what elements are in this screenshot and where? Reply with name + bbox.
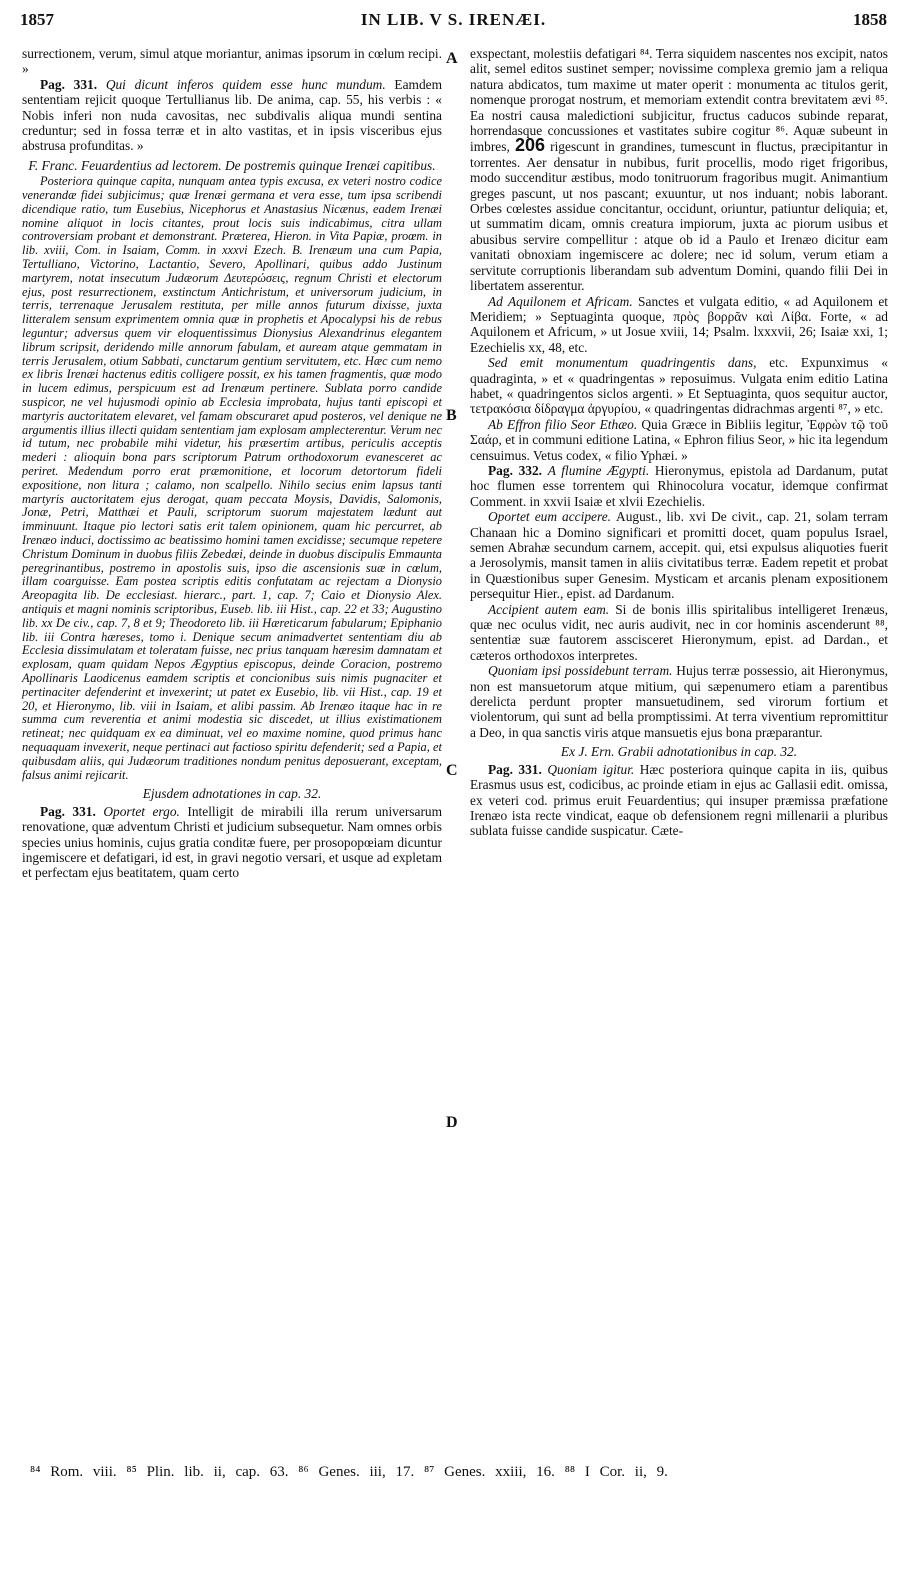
lemma: Quoniam ipsi possidebunt terram. [488,663,677,679]
lemma: Oportet ergo. [103,803,188,819]
paragraph-text: Hujus terræ possessio, ait Hieronymus, non est mansuetorum atque mitium, qui sæpenumero etiam a parentibus derelicta perdunt propter mansuetudinem, sed virorum fortium et violentorum, qui sunt ad bella promptissimi. At terra viventium repromittitur a Deo, in qua sanctis viris atque mansuetis ejus bona præparantur. [470,663,888,740]
paragraph-text: Quia Græce in Bibliis legitur, Ἐφρὼν τῷ τοῦ Σαάρ, et in communi editione Latina, « Ephron filius Seor, » hic ita legendum censuimus. Vetus codex, « filio Yphæi. » [470,416,888,463]
lemma: Oportet eum accipere. [488,509,617,525]
lemma: Sed emit monumentum quadringentis dans, [488,355,770,371]
paragraph-text: Intelligit de mirabili illa rerum universarum renovatione, quæ adventum Christi et judicium subsequetur. Nam omnes orbis species unius hominis, cujus gratia conditæ fuere, per prosopopœiam dicuntur ingemiscere et defatigari, id est, in gravi negotio versari, et usque ad expletam et perfectam ejus beatitatem, quam certo [22,803,443,881]
running-title: IN LIB. V S. IRENÆI. [360,10,547,29]
section-heading: Ex J. Ern. Grabii adnotationibus in cap. 32. [560,744,798,760]
paragraph [470,463,888,509]
paragraph [470,663,888,740]
paragraph [470,509,888,601]
page-reference: Pag. 332. [488,462,548,478]
paragraph-text: Hieronymus, epistola ad Dardanum, putat hoc flumen esse torrentem qui Rhinocolura vocatur, idemque confirmat Comment. in xxvii Isaiæ et xlvii Ezechielis. [470,462,888,509]
column-marker: 206 [514,135,545,156]
paragraph [22,77,442,154]
lemma: Qui dicunt inferos quidem esse hunc mundum. [105,76,395,92]
lemma: A flumine Ægypti. [547,462,655,478]
paragraph-text: etc. Expunximus « quadraginta, » et « quadringentas » reposuimus. Vulgata enim editio Latina habet, « quadringentos siclos argenti. » Et Septuaginta, quos sequitur auctor, τετρακόσια δίδραγμα ἀργυρίου, « quadringentas didrachmas argenti ⁸⁷, » etc. [470,355,888,417]
right-page-number: 1858 [853,10,887,29]
paragraph [470,762,888,839]
paragraph-text: rigescunt in grandines, tumescunt in fluctus, præcipitantur in torrentes. Aer densatur in nubibus, furit procellis, modo riget frigoribus, modo succenditur æstibus, modo tonitruorum fragoribus mugit. Animantium greges pascunt, ut nos pascant; exuuntur, ut nos induant; nobis laborant. Orbes cœlestes assidue concitantur, occidunt, oriuntur, patiuntur deliquia; et, ut summatim dicam, omnis creatura impiorum, juxta ac piorum usibus et abusibus servire compellitur : atque ob id a Paulo et Irenæo dicitur eam vanitati obnoxiam ingemiscere ac dolere; nec id solum, verum etiam a servitute corruptionis liberandam sub adventum Domini, quando filii Dei in libertatem asserentur. [470,139,888,294]
paragraph-text: August., lib. xvi De civit., cap. 21, solam terram Chanaan hic a Domino significari et promitti docet, quam populus Israel, semen Abrahæ secundum carnem, accepit. qui, etsi expulsus aliquoties fuerit a Jerosolymis, mansit tamen in aliis civitatibus terræ. Eadem repetit et probat in Quæstionibus super Genesim. Mysticam et arcanis plenam expositionem persequitur Hier., epist. ad Dardanum. [470,509,888,602]
margin-letter-b: B [446,407,457,424]
paragraph [470,294,888,356]
left-column [22,46,442,881]
page-reference: Pag. 331. [488,761,548,777]
paragraph [470,46,888,294]
right-column [470,46,888,839]
lemma: Ab Effron filio Seor Ethæo. [488,416,642,432]
paragraph-text: Si de bonis illis spiritalibus intelligeret Irenæus, quæ nec oculus vidit, nec auris audivit, nec in cor hominis ascenderunt ⁸⁸, sententiæ suæ fautorem asscisceret Hieronymum, epist. ad Dardan., et cæteros orthodoxos interpretes. [470,601,888,663]
margin-letter-a: A [446,50,458,67]
section-heading: Ejusdem adnotationes in cap. 32. [142,786,322,802]
lemma: Quoniam igitur. [547,761,640,777]
running-header [20,6,887,36]
paragraph-text: exspectant, molestiis defatigari ⁸⁴. Terra siquidem nascentes nos excipit, natos alit, semel editos sustinet semper; novissime complexa gremio jam a reliqua natura abdicatos, tum maxime ut mater operit : monumenta ac titulos gerit, nomenque prorogat nostrum, et memoriam extendit contra brevitatem ævi ⁸⁵. Ea nostri causa maledictioni subjicitur, fructus caducos subinde reparat, horrendasque concussiones et vastitates subire cogitur ⁸⁶. Aquæ subeunt in imbres, [470,46,888,155]
paragraph-text: Sanctes et vulgata editio, « ad Aquilonem et Meridiem; » Septuaginta quoque, πρὸς βορρᾶν καὶ Λίβα. Forte, « ad Aquilonem et Africum, » ut Josue xviii, 14; Psalm. lxxxvii, 26; Isaiæ xxi, 1; Ezechielis xx, 48, etc. [470,293,888,355]
footnotes: ⁸⁴ Rom. viii. ⁸⁵ Plin. lib. ii, cap. 63. ⁸⁶ Genes. iii, 17. ⁸⁷ Genes. xxiii, 16. ⁸⁸ I Cor. ii, 9. [30,1464,668,1480]
page-reference: Pag. 331. [40,76,106,92]
page-reference: Pag. 331. [40,803,104,819]
paragraph [470,355,888,417]
margin-letter-c: C [446,762,458,779]
lemma: Accipient autem eam. [488,601,616,617]
paragraph [470,417,888,463]
paragraph-text: Hæc posteriora quinque capita in iis, quibus Erasmus usus est, codicibus, ac proinde etiam in ejus ac Gallasii edit. omissa, ex veteri cod. primus eruit Feuardentius; qui insuper præmissa præfatione Irenæo ista recte vindicat, eaque ob defensionem regni millenarii a pluribus sublata fuisse candide suspicatur. Cæte- [470,761,888,839]
left-page-number: 1857 [20,10,54,29]
preface-paragraph: Posteriora quinque capita, nunquam antea typis excusa, ex veteri nostro codice venerandæ fidei subjicimus; quæ Irenæi germana et vera esse, tum ipsa scribendi dicendique ratio, tum Eusebius, Nicephorus et Anastasius Nicænus, eadem Irenæi nomine aliquot in locis citantes, prout locis suis indicabimus, citra ullam controversiam probant et demonstrant. Præterea, Hieron. in Vita Papiæ, proœm. in lib. xviii, Com. in Isaiam, Comm. in xxxvi Ezech. B. Irenæum una cum Papia, Tertulliano, Victorino, Lactantio, Severo, Apollinari, quibus addo Justinum martyrem, notat insecutum Judæorum Δευτερώσεις, regnum Christi et electorum ejus, post resurrectionem, exstinctum Antichristum, et universorum judicium, in terris, terrenaque Jerusalem restituta, per mille annos futurum dixisse, juxta litteralem sensum exprimentem omnia quæ in prophetis et Apocalypsi his de rebus leguntur; adversus quem vir eloquentissimus Dionysius Alexandrinus elegantem librum scripsit, deridendo mille annorum fabulam, et auream atque gemmatam in terris Jerusalem, otium Sabbati, cunctarum gentium servitutem, etc. Hæc cum nemo ex libris Irenæi hactenus editis colligere possit, ex his tamen fragmentis, quæ modo in lucem edimus, perspicuum est ad Irenæum pertinere. Sublata porro candide suspicor, ne vel hujusmodi opinio ab Ecclesia improbata, hujus tanti episcopi et martyris auctoritatem elevaret, vel famam obscuraret apud posteros, vel denique ne argumentis illius illecti quidam sententiam jam explosam amplecterentur. Verum nec id tutum, nec probabile mihi videtur, his præsertim artibus, periculis acceptis mederi : alioquin bona pars scriptorum Patrum orthodoxorum evanesceret ac periret. Medendum porro erat præmonitione, et locorum detortorum fideli expositione, non litura ; calamo, non scalpello. Nihilo secius enim lapsus tanti martyris auctoritatem ejus derogat, quam peccata Moysis, Davidis, Salomonis, Jonæ, Petri, Matthæi et Pauli, scriptorum suorum majestatem lædunt aut imminuunt. Itaque pio lectori satis erit talem opinionem, quam hic percurret, ab Irenæo induci, doctissimo ac beatissimo homini tamen excidisse; secumque repetere Christum Dominum in duobus filiis Zebedæi, deinde in duobus discipulis Emmaunta peregrinantibus, postremo in apostolis suis, ipso die ascensionis suæ in cœlum, illam coarguisse. Eam postea scriptis editis confutatam ac rejectam a Dionysio Areopagita lib. De ecclesiast. hierarc., part. 1, cap. 7; Caio et Dionysio Alex. antiquis et magni nominis scriptoribus, Euseb. lib. iii Hist., cap. 22 et 33; Augustino lib. xx De civ., cap. 7, 8 et 9; Theodoreto lib. iii Hæreticarum fabularum; Epiphanio lib. iii Contra hæreses, tomo i. Denique secum animadvertet sententiam diu ab Ecclesia dissimulatam et toleratam fuisse, nec prius tanquam hæresim damnatam et explosam, quam quidam Nepos Ægyptius episcopus, deinde Coracion, postremo Apollinaris Laodicenus eamdem scriptis et concionibus suis nimis pugnaciter et pertinaciter defenderint et invexerint; ut patet ex Eusebio, lib. vii Hist., cap. 19 et 20, et Hieronymo, lib. viii in Isaiam, et alibi passim. Ab Irenæo itaque hac in re summa cum reverentia et animi modestia sic discedet, ut illius existimationem retineat; nec quidquam ex ea diminuat, vel eo maxime nomine, quod primus hanc nequaquam invexerit, neque pertinaci aut factioso spiritu defenderit; sed a Papia, et quibusdam aliis, qui Judæorum traditiones nondum penitus deposuerant, exceptam, falsus animi rejicarit. [22,174,442,782]
paragraph [22,46,442,77]
paragraph-text: surrectionem, verum, simul atque moriantur, animas ipsorum in cœlum recipi. » [22,46,442,77]
margin-letter-d: D [446,1114,458,1131]
paragraph [470,602,888,664]
section-heading: F. Franc. Feuardentius ad lectorem. De postremis quinque Irenæi capitibus. [28,157,436,173]
paragraph-text: Eamdem sententiam rejicit quoque Tertullianus lib. De anima, cap. 55, his verbis : « Nobis inferi non nuda cavositas, nec subdivalis aliqua mundi sentina creduntur; sed in fossa terræ et in alto vastitas, et in ipsis visceribus ejus abstrusa profunditas. » [22,76,442,154]
paragraph [22,804,442,881]
lemma: Ad Aquilonem et Africam. [488,293,639,309]
